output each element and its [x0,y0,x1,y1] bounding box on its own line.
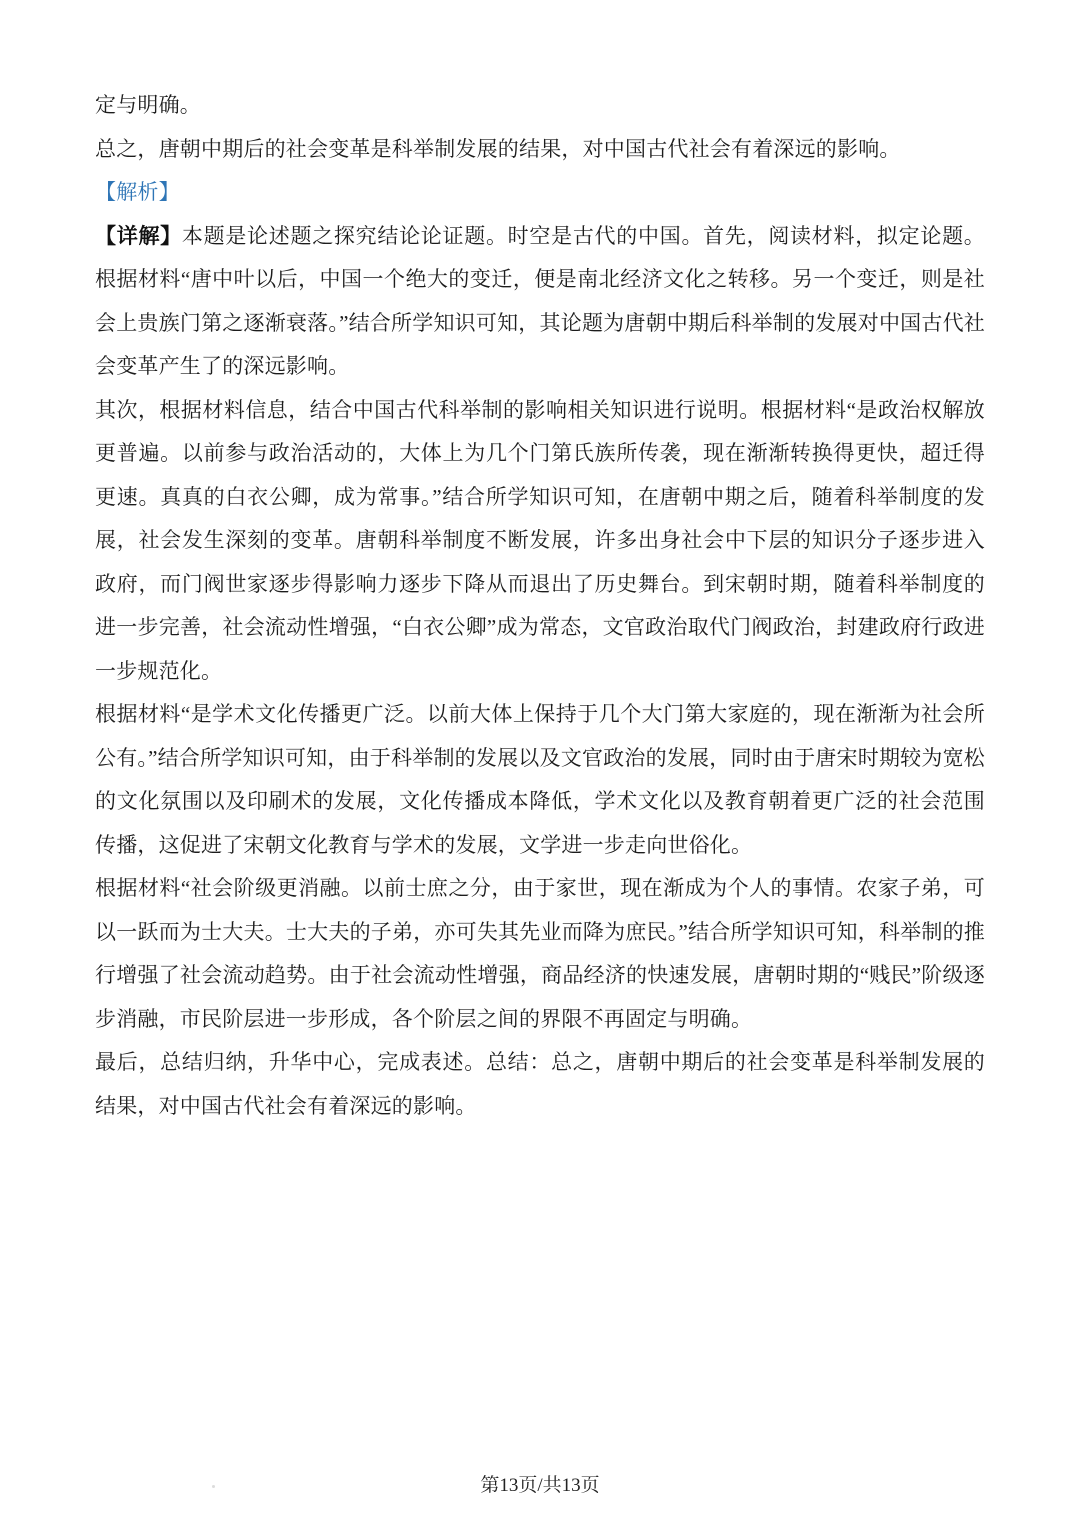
paragraph-text: 总之，唐朝中期后的社会变革是科举制发展的结果，对中国古代社会有着深远的影响。 [95,136,901,161]
paragraph [95,171,985,215]
page-number: 第13页/共13页 [480,1475,600,1496]
paragraph [95,84,985,128]
paragraph [95,215,985,389]
analysis-label: 【解析】 [95,180,180,204]
detail-label: 【详解】 [95,223,182,248]
paragraph-text: 本题是论述题之探究结论论证题。时空是古代的中国。首先，阅读材料，拟定论题。根据材料“唐中叶以后，中国一个绝大的变迁，便是南北经济文化之转移。另一个变迁，则是社会上贵族门第之逐渐衰落。”结合所学知识可知，其论题为唐朝中期后科举制的发展对中国古代社会变革产生了的深远影响。 [95,223,985,378]
document-body [95,84,985,1128]
paragraph-text: 定与明确。 [95,93,201,117]
paragraph-text: 其次，根据材料信息，结合中国古代科举制的影响相关知识进行说明。根据材料“是政治权解放更普遍。以前参与政治活动的，大体上为几个门第氏族所传袭，现在渐渐转换得更快，超迁得更速。真真的白衣公卿，成为常事。”结合所学知识可知，在唐朝中期之后，随着科举制度的发展，社会发生深刻的变革。唐朝科举制度不断发展，许多出身社会中下层的知识分子逐步进入政府，而门阀世家逐步得影响力逐步下降从而退出了历史舞台。到宋朝时期，随着科举制度的进一步完善，社会流动性增强，“白衣公卿”成为常态，文官政治取代门阀政治，封建政府行政进一步规范化。 [95,397,985,683]
paragraph [95,693,985,867]
paragraph-text: 根据材料“社会阶级更消融。以前士庶之分，由于家世，现在渐成为个人的事情。农家子弟，可以一跃而为士大夫。士大夫的子弟，亦可失其先业而降为庶民。”结合所学知识可知，科举制的推行增强了社会流动趋势。由于社会流动性增强，商品经济的快速发展，唐朝时期的“贱民”阶级逐步消融，市民阶层进一步形成，各个阶层之间的界限不再固定与明确。 [95,876,985,1031]
paragraph [95,128,985,172]
paragraph-text: 根据材料“是学术文化传播更广泛。以前大体上保持于几个大门第大家庭的，现在渐渐为社会所公有。”结合所学知识可知，由于科举制的发展以及文官政治的发展，同时由于唐宋时期较为宽松的文化氛围以及印刷术的发展，文化传播成本降低，学术文化以及教育朝着更广泛的社会范围传播，这促进了宋朝文化教育与学术的发展，文学进一步走向世俗化。 [95,702,985,857]
paragraph [95,1041,985,1128]
paragraph [95,389,985,694]
paragraph-text: 最后，总结归纳，升华中心，完成表述。总结：总之，唐朝中期后的社会变革是科举制发展的结果，对中国古代社会有着深远的影响。 [95,1050,985,1118]
page-footer [0,1474,1080,1498]
paragraph [95,867,985,1041]
